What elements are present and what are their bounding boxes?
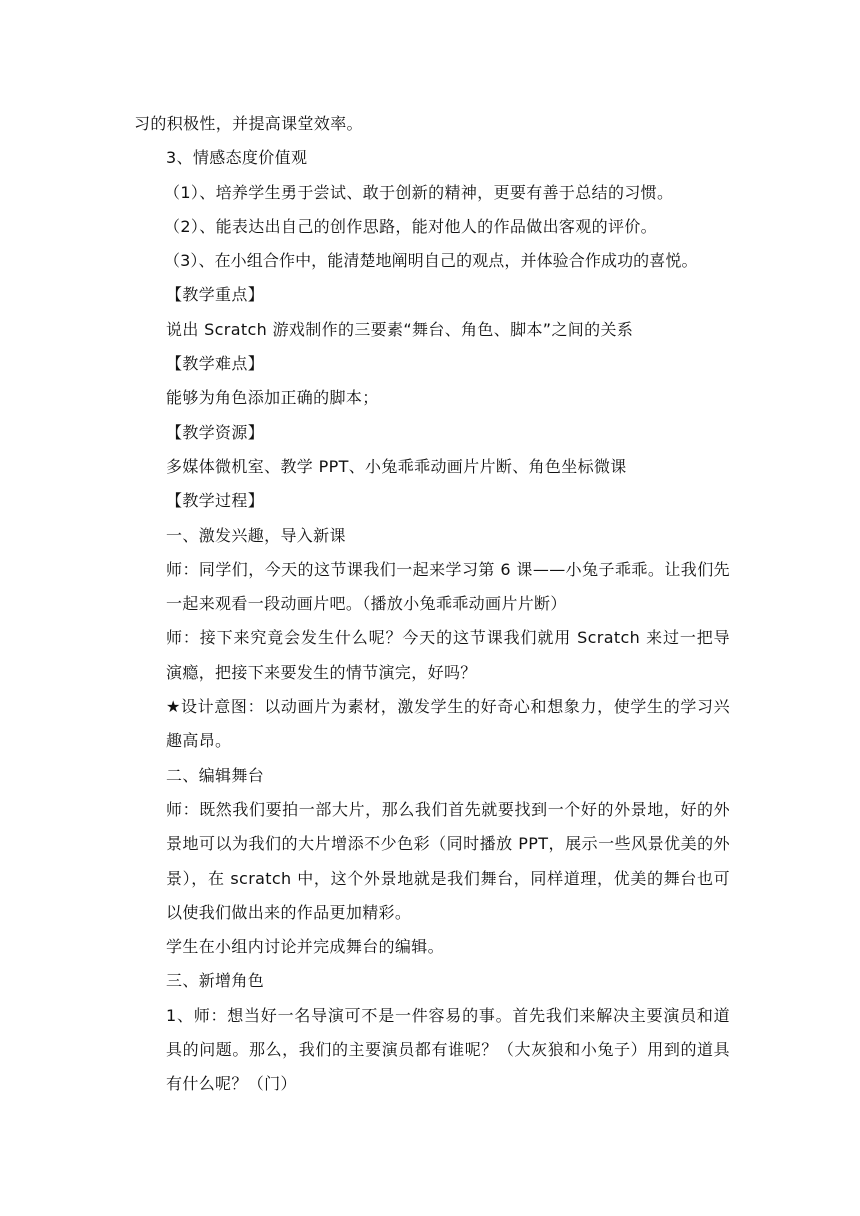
heading-teaching-difficulty: 【教学难点】	[166, 354, 265, 374]
heading-teaching-process: 【教学过程】	[166, 491, 265, 511]
objective-item-2: （2）、能表达出自己的创作思路，能对他人的作品做出客观的评价。	[164, 216, 658, 236]
student-stage-paragraph: 学生在小组内讨论并完成舞台的编辑。	[166, 937, 444, 957]
section-1-title: 一、激发兴趣，导入新课	[166, 525, 346, 545]
teaching-difficulty-text: 能够为角色添加正确的脚本；	[166, 388, 379, 408]
design-intent-paragraph: ★设计意图：以动画片为素材，激发学生的好奇心和想象力，使学生的学习兴趣高昂。	[166, 697, 730, 751]
objective-item-3: （3）、在小组合作中，能清楚地阐明自己的观点，并体验合作成功的喜悦。	[164, 251, 698, 271]
heading-emotional-attitude-values: 3、情感态度价值观	[166, 148, 308, 168]
teacher-stage-paragraph: 师：既然我们要拍一部大片，那么我们首先就要找到一个好的外景地，好的外景地可以为我们的大片增添不少色彩（同时播放 PPT，展示一些风景优美的外景），在 scratch 中，这个外景地就是我们舞台，同样道理，优美的舞台也可以使我们做出来的作品更加精彩。	[166, 799, 730, 922]
teacher-roles-paragraph: 1、师：想当好一名导演可不是一件容易的事。首先我们来解决主要演员和道具的问题。那么，我们的主要演员都有谁呢？（大灰狼和小兔子）用到的道具有什么呢？（门）	[166, 1005, 730, 1094]
para-continued-enthusiasm: 习的积极性，并提高课堂效率。	[134, 114, 363, 133]
heading-teaching-focus: 【教学重点】	[166, 285, 265, 305]
section-3-title: 三、新增角色	[166, 971, 265, 991]
section-2-title: 二、编辑舞台	[166, 765, 265, 785]
teaching-focus-text: 说出 Scratch 游戏制作的三要素“舞台、角色、脚本”之间的关系	[166, 319, 634, 339]
teaching-resources-text: 多媒体微机室、教学 PPT、小兔乖乖动画片片断、角色坐标微课	[166, 456, 627, 476]
objective-item-1: （1）、培养学生勇于尝试、敢于创新的精神，更要有善于总结的习惯。	[164, 182, 674, 202]
teacher-question-paragraph: 师：接下来究竟会发生什么呢？今天的这节课我们就用 Scratch 来过一把导演瘾，把接下来要发生的情节演完，好吗？	[166, 628, 730, 682]
teacher-intro-paragraph: 师：同学们，今天的这节课我们一起来学习第 6 课——小兔子乖乖。让我们先一起来观看一段动画片吧。（播放小兔乖乖动画片片断）	[166, 559, 730, 614]
heading-teaching-resources: 【教学资源】	[166, 422, 265, 442]
document-body	[134, 107, 730, 1102]
